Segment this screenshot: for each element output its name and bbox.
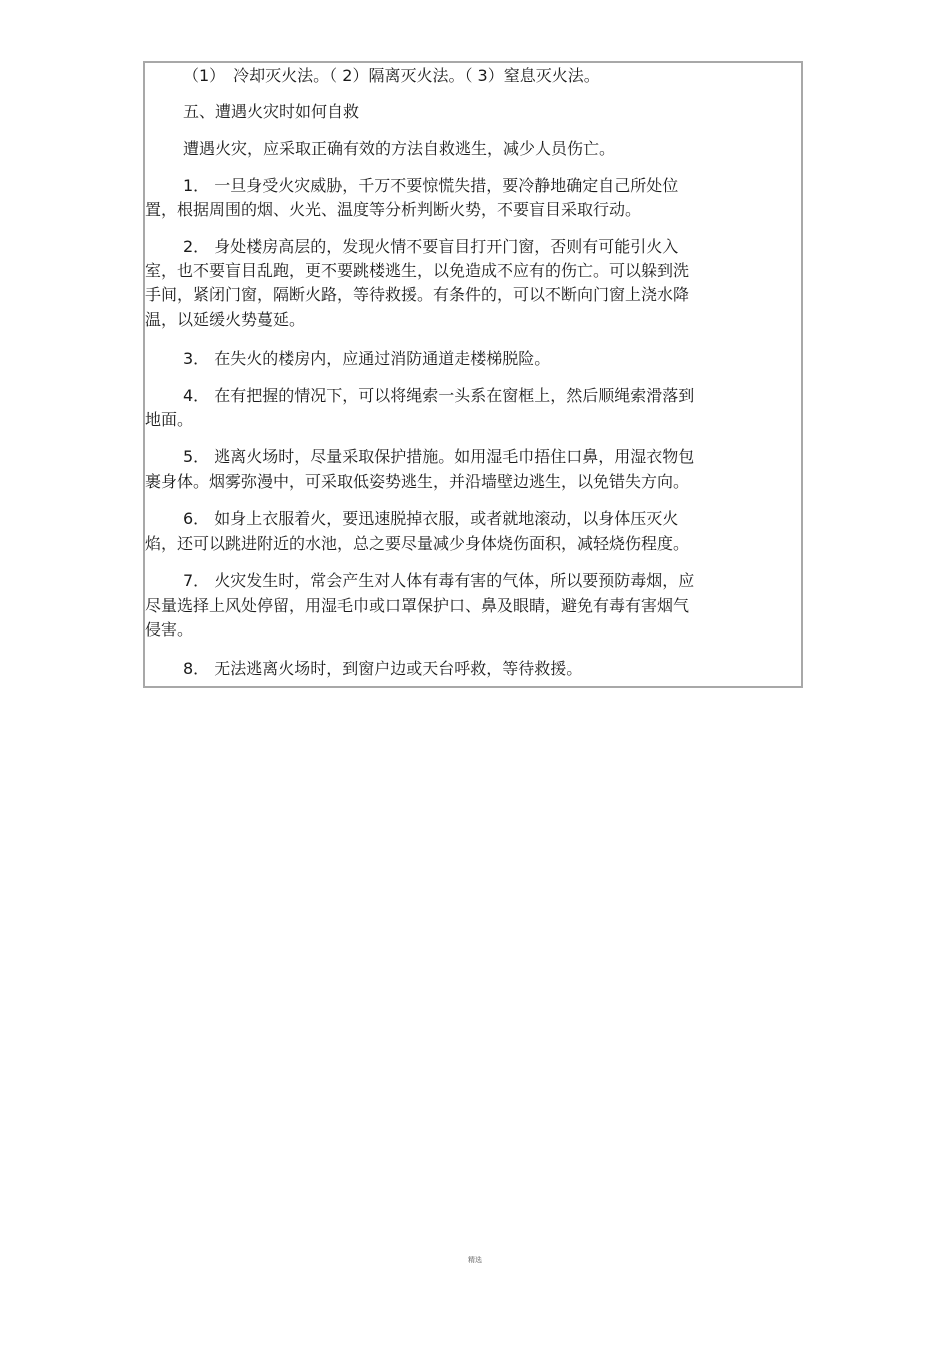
section-heading: 五、遭遇火灾时如何自救	[183, 102, 360, 121]
item-8-line-1: 8． 无法逃离火场时，到窗户边或天台呼救，等待救援。	[183, 659, 583, 678]
intro-paragraph: 遭遇火灾，应采取正确有效的方法自救逃生，减少人员伤亡。	[183, 139, 616, 158]
item-3-line-1: 3． 在失火的楼房内，应通过消防通道走楼梯脱险。	[183, 349, 551, 368]
item-6-line-1: 6． 如身上衣服着火，要迅速脱掉衣服，或者就地滚动，以身体压灭火	[183, 509, 679, 528]
item-5-line-1: 5． 逃离火场时，尽量采取保护措施。如用湿毛巾捂住口鼻，用湿衣物包	[183, 447, 695, 466]
item-7-line-1: 7． 火灾发生时，常会产生对人体有毒有害的气体，所以要预防毒烟，应	[183, 571, 695, 590]
item-2-line-1: 2． 身处楼房高层的，发现火情不要盲目打开门窗，否则有可能引火入	[183, 237, 679, 256]
item-2-line-4: 温，以延缓火势蔓延。	[145, 310, 306, 329]
item-1-line-1: 1． 一旦身受火灾威胁，千万不要惊慌失措，要冷静地确定自己所处位	[183, 176, 679, 195]
document-text-box	[143, 61, 803, 688]
item-1-line-2: 置，根据周围的烟、火光、温度等分析判断火势，不要盲目采取行动。	[145, 200, 642, 219]
item-4-line-1: 4． 在有把握的情况下，可以将绳索一头系在窗框上，然后顺绳索滑落到	[183, 386, 695, 405]
item-4-line-2: 地面。	[145, 410, 194, 429]
extinguish-methods-line: （1） 冷却灭火法。（ 2）隔离灭火法。（ 3）窒息灭火法。	[183, 66, 600, 85]
item-6-line-2: 焰，还可以跳进附近的水池，总之要尽量减少身体烧伤面积，减轻烧伤程度。	[145, 534, 690, 553]
item-7-line-3: 侵害。	[145, 620, 194, 639]
item-7-line-2: 尽量选择上风处停留，用湿毛巾或口罩保护口、鼻及眼睛，避免有毒有害烟气	[145, 596, 690, 615]
item-2-line-3: 手间，紧闭门窗，隔断火路，等待救援。有条件的，可以不断向门窗上浇水降	[145, 285, 690, 304]
item-2-line-2: 室，也不要盲目乱跑，更不要跳楼逃生，以免造成不应有的伤亡。可以躲到洗	[145, 261, 690, 280]
item-5-line-2: 裹身体。烟雾弥漫中，可采取低姿势逃生，并沿墙壁边逃生，以免错失方向。	[145, 472, 690, 491]
footer-mark: 精选	[468, 1256, 482, 1264]
